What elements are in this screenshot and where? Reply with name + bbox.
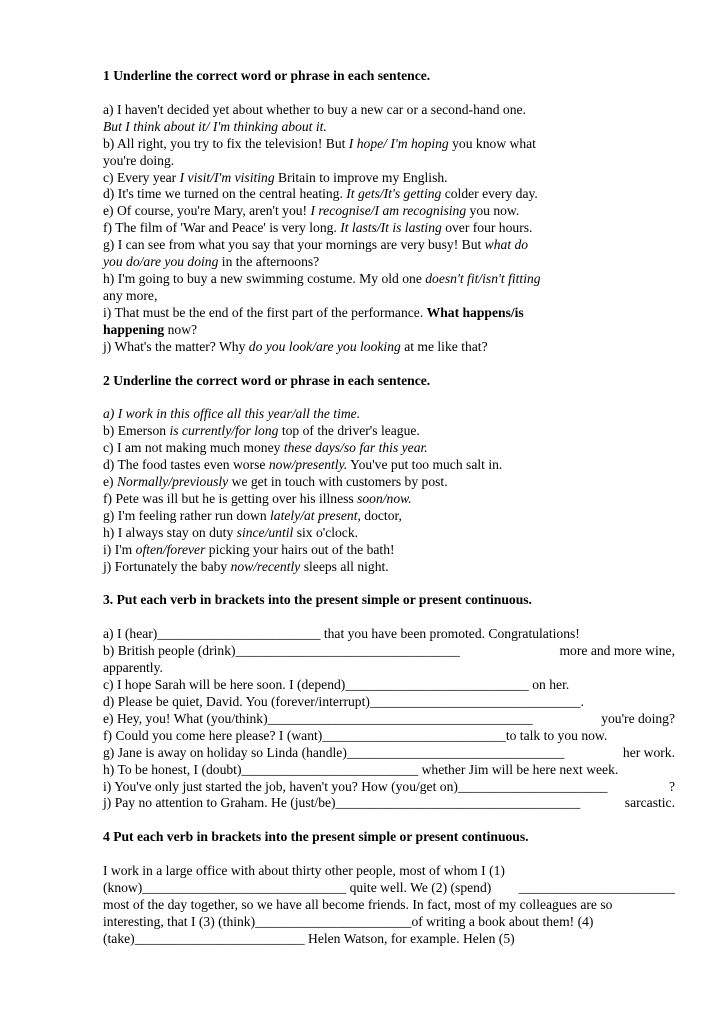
ex2-item-f-text: f) Pete was ill but he is getting over his illness: [103, 490, 358, 506]
ex1-item-b-options: I hope/ I'm hoping: [348, 135, 449, 151]
ex1-item-h-options: doesn't fit/isn't fitting: [425, 270, 541, 286]
ex1-item-g-line1: [103, 237, 675, 254]
ex3-item-g-text: g) Jane is away on holiday so Linda (handle)________________________________: [103, 744, 565, 760]
ex3-item-j: [103, 795, 675, 812]
ex1-item-g-line2: [103, 254, 675, 271]
exercise-4-heading: 4 Put each verb in brackets into the present simple or present continuous.: [103, 829, 529, 845]
section-gap: [103, 812, 675, 829]
ex2-item-b-options: is currently/for long: [169, 423, 279, 439]
ex1-item-c: [103, 170, 675, 187]
exercise-1-heading: 1 Underline the correct word or phrase in each sentence.: [103, 68, 431, 83]
ex3-item-f: f) Could you come here please? I (want)___________________________to talk to you now.: [103, 727, 608, 743]
ex1-item-e-options: I recognise/I am recognising: [310, 203, 467, 219]
ex4-line-3: most of the day together, so we have all become friends. In fact, most of my colleagues are so: [103, 897, 613, 913]
ex2-item-f: [103, 491, 675, 508]
ex3-item-j-text: j) Pay no attention to Graham. He (just/be)____________________________________: [103, 795, 581, 811]
ex3-item-i-text-end: ?: [668, 778, 675, 794]
section-gap: [103, 575, 675, 592]
exercise-2-heading: 2 Underline the correct word or phrase in each sentence.: [103, 372, 431, 388]
ex1-item-i-text-end: now?: [164, 321, 198, 337]
ex2-item-d-text: d) The food tastes even worse: [103, 457, 269, 473]
exercise-2-items: [103, 406, 675, 575]
exercise-3: [103, 592, 675, 812]
ex2-item-a-options: a) I work in this office all this year/all the time.: [103, 406, 361, 422]
ex2-item-c: [103, 440, 675, 457]
ex2-item-c-text: c) I am not making much money: [103, 440, 284, 456]
ex3-item-b-line2: apparently.: [103, 660, 163, 676]
ex4-line-5: (take)_________________________ Helen Watson, for example. Helen (5): [103, 930, 515, 946]
ex3-item-g: [103, 745, 675, 762]
ex1-item-f: [103, 220, 675, 237]
ex1-item-f-text-end: over four hours.: [441, 220, 533, 236]
ex1-item-d-options: It gets/It's getting: [346, 186, 442, 202]
ex1-item-j-text-end: at me like that?: [400, 338, 488, 354]
ex2-item-g-text: g) I'm feeling rather run down: [103, 507, 271, 523]
ex3-item-e-text-end: you're doing?: [601, 710, 675, 726]
ex2-item-h-options: since/until: [236, 524, 294, 540]
ex1-item-a-line1: a) I haven't decided yet about whether to buy a new car or a second-hand one.: [103, 101, 526, 117]
ex4-line-2: [103, 880, 675, 897]
ex1-item-b-text: b) All right, you try to fix the television! But: [103, 135, 349, 151]
ex2-item-d: [103, 457, 675, 474]
ex3-item-e: [103, 711, 675, 728]
ex1-item-e-text-end: you now.: [466, 203, 520, 219]
ex1-item-f-options: It lasts/It is lasting: [340, 220, 442, 236]
ex1-item-e-text: e) Of course, you're Mary, aren't you!: [103, 203, 311, 219]
ex1-item-g-text-end: in the afternoons?: [218, 254, 320, 270]
ex2-item-d-options: now/presently.: [268, 457, 348, 473]
exercise-3-items: [103, 626, 675, 812]
ex2-item-e: [103, 474, 675, 491]
ex3-item-j-text-end: sarcastic.: [624, 795, 675, 811]
ex1-item-i-options-end: happening: [103, 321, 165, 337]
ex1-item-c-text-end: Britain to improve my English.: [274, 169, 448, 185]
ex4-line-1: I work in a large office with about thirty other people, most of whom I (1): [103, 863, 505, 879]
ex1-item-d-text: d) It's time we turned on the central heating.: [103, 186, 347, 202]
exercise-3-heading: 3. Put each verb in brackets into the present simple or present continuous.: [103, 592, 532, 608]
ex2-item-a: [103, 406, 675, 423]
ex2-item-h: [103, 525, 675, 542]
ex2-item-e-text-end: we get in touch with customers by post.: [228, 474, 448, 490]
ex2-item-i-text: i) I'm: [103, 541, 136, 557]
ex3-item-g-text-end: her work.: [622, 744, 675, 760]
ex1-item-h-text: h) I'm going to buy a new swimming costume. My old one: [103, 270, 426, 286]
ex1-item-j-text: j) What's the matter? Why: [103, 338, 249, 354]
ex4-line-4: interesting, that I (3) (think)_______________________of writing a book about them! (4): [103, 913, 594, 929]
ex1-item-a-line2: [103, 119, 675, 136]
ex3-item-h: h) To be honest, I (doubt)__________________________ whether Jim will be here next week.: [103, 761, 619, 777]
ex1-item-i-text: i) That must be the end of the first part of the performance.: [103, 304, 427, 320]
ex1-item-i-line1: [103, 305, 675, 322]
ex1-item-d-text-end: colder every day.: [441, 186, 538, 202]
ex2-item-g-text-end: , doctor,: [357, 507, 402, 523]
ex3-item-a: a) I (hear)________________________ that you have been promoted. Congratulations!: [103, 626, 580, 642]
ex2-item-h-text: h) I always stay on duty: [103, 524, 237, 540]
ex1-item-g-text: g) I can see from what you say that your mornings are very busy! But: [103, 237, 485, 253]
ex1-item-j-options: do you look/are you looking: [248, 338, 401, 354]
exercise-4-paragraph: [103, 863, 675, 948]
ex2-item-f-options: soon/now.: [357, 490, 412, 506]
ex4-line-2-blank: _______________________: [518, 880, 675, 896]
ex2-item-e-text: e): [103, 474, 117, 490]
ex1-item-c-text: c) Every year: [103, 169, 180, 185]
ex2-item-j-text-end: sleeps all night.: [300, 558, 389, 574]
exercise-1: [103, 68, 675, 356]
ex2-item-b: [103, 423, 675, 440]
ex3-item-b-text-end: more and more wine,: [559, 643, 675, 659]
ex3-item-e-text: e) Hey, you! What (you/think)_______________________________________: [103, 710, 533, 726]
ex2-item-b-text: b) Emerson: [103, 423, 170, 439]
ex1-item-b-line1: [103, 136, 675, 153]
ex1-item-h-line1: [103, 271, 675, 288]
ex1-item-e: [103, 203, 675, 220]
ex1-item-c-options: I visit/I'm visiting: [179, 169, 275, 185]
ex1-item-a-options: But I think about it/ I'm thinking about it.: [103, 118, 327, 134]
ex1-item-b-line2: you're doing.: [103, 152, 175, 168]
ex2-item-b-text-end: top of the driver's league.: [278, 423, 420, 439]
ex1-item-h-line2: any more,: [103, 287, 158, 303]
ex2-item-i-options: often/forever: [135, 541, 206, 557]
exercise-2: [103, 373, 675, 576]
ex1-item-b-text-end: you know what: [448, 135, 536, 151]
ex3-item-d: d) Please be quiet, David. You (forever/interrupt)_______________________________.: [103, 694, 584, 709]
exercise-4: [103, 829, 675, 947]
ex2-item-d-text-end: You've put too much salt in.: [347, 457, 503, 473]
ex2-item-g: [103, 508, 675, 525]
exercise-1-items: [103, 102, 675, 356]
ex1-item-i-line2: [103, 322, 675, 339]
ex1-item-d: [103, 186, 675, 203]
ex2-item-j: [103, 559, 675, 576]
worksheet-page: [103, 68, 675, 948]
ex3-item-i: [103, 779, 675, 796]
ex3-item-c: c) I hope Sarah will be here soon. I (depend)___________________________ on her.: [103, 677, 570, 693]
ex2-item-h-text-end: six o'clock.: [293, 524, 359, 540]
ex1-item-g-options-start: what do: [484, 237, 529, 253]
ex3-item-b-text: b) British people (drink)_________________________________: [103, 643, 460, 659]
ex1-item-g-options-end: you do/are you doing: [103, 254, 219, 270]
ex4-line-2-text: (know)______________________________ quite well. We (2) (spend): [103, 880, 492, 896]
ex1-item-i-options-start: What happens/is: [426, 304, 524, 320]
ex1-item-j: [103, 339, 675, 356]
ex3-item-i-text: i) You've only just started the job, haven't you? How (you/get on)______________________: [103, 778, 608, 794]
ex2-item-c-options: these days/so far this year.: [283, 440, 428, 456]
ex1-item-f-text: f) The film of 'War and Peace' is very long.: [103, 220, 341, 236]
ex2-item-e-options: Normally/previously: [116, 474, 229, 490]
ex2-item-j-text: j) Fortunately the baby: [103, 558, 231, 574]
ex2-item-g-options: lately/at present: [270, 507, 358, 523]
section-gap: [103, 356, 675, 373]
ex2-item-i-text-end: picking your hairs out of the bath!: [205, 541, 395, 557]
ex2-item-j-options: now/recently: [230, 558, 301, 574]
ex3-item-b-line1: [103, 643, 675, 660]
ex2-item-i: [103, 542, 675, 559]
